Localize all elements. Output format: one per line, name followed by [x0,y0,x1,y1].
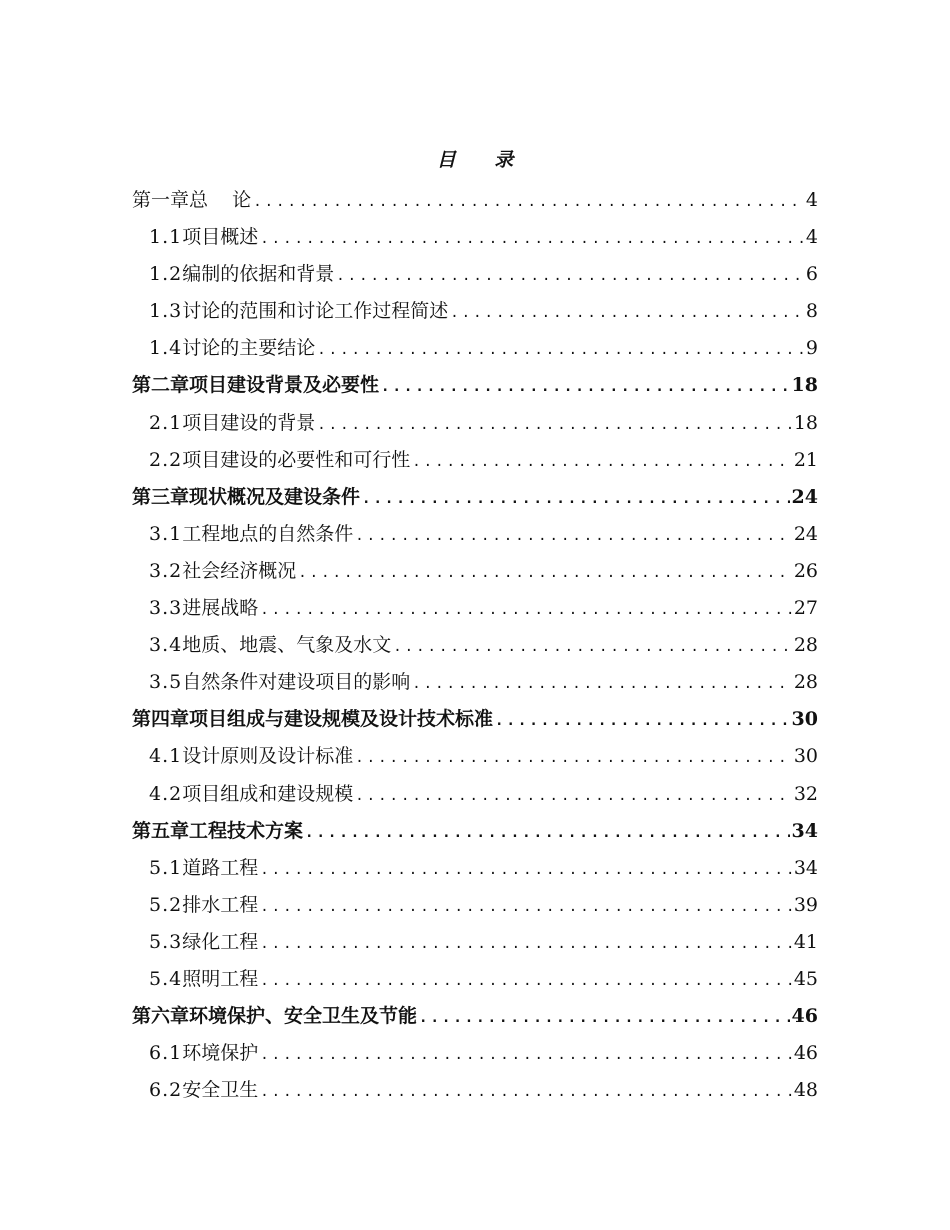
toc-leader-dots [362,481,790,518]
toc-entry-title: 设计原则及设计标准 [182,745,354,768]
toc-leader-dots [260,926,792,963]
toc-leader-dots [317,407,792,444]
toc-entry-number: 第四章 [132,708,190,731]
toc-entry-page-number: 21 [793,448,818,471]
toc-entry-page-number: 32 [793,782,818,805]
toc-section-entry[interactable] [132,219,818,256]
toc-entry-number: 1.2 [149,263,183,286]
toc-chapter-entry[interactable] [132,367,818,404]
toc-entry-number: 6.1 [149,1042,183,1065]
toc-entry-page-number: 18 [791,374,818,397]
toc-entry-title: 项目建设背景及必要性 [189,374,380,397]
toc-entry-page-number: 9 [805,337,818,360]
toc-entry-page-number: 41 [793,930,818,953]
toc-leader-dots [260,852,792,889]
toc-entry-title: 自然条件对建设项目的影响 [182,671,411,694]
toc-entry-number: 6.2 [149,1079,183,1102]
toc-chapter-entry[interactable] [132,813,818,850]
toc-entry-number: 4.1 [149,745,183,768]
toc-leader-dots [495,703,790,740]
toc-leader-dots [450,295,804,332]
toc-chapter-entry[interactable] [132,998,818,1035]
toc-leader-dots [412,666,792,703]
toc-leader-dots [412,444,792,481]
toc-entry-page-number: 46 [791,1005,818,1028]
toc-entry-page-number: 4 [805,189,818,211]
toc-section-entry[interactable] [132,405,818,442]
table-of-contents [132,182,818,1109]
toc-entry-number: 4.2 [149,782,183,805]
toc-title: 目 录 [436,149,530,171]
toc-entry-title: 项目概述 [182,226,259,249]
toc-section-entry[interactable] [132,516,818,553]
toc-entry-number: 3.4 [149,634,183,657]
toc-leader-dots [355,778,792,815]
toc-entry-page-number: 24 [791,485,818,508]
toc-entry-title: 项目组成与建设规模及设计技术标准 [189,708,494,731]
toc-entry-number: 3.5 [149,671,183,694]
toc-entry-title: 排水工程 [182,893,259,916]
toc-leader-dots [260,963,792,1000]
toc-section-entry[interactable] [132,256,818,293]
toc-leader-dots [260,1037,792,1074]
toc-entry-page-number: 6 [805,263,818,286]
toc-entry-page-number: 34 [791,819,818,842]
toc-section-entry[interactable] [132,887,818,924]
toc-leader-dots [260,889,792,926]
toc-entry-title: 环境保护 [182,1042,259,1065]
toc-entry-page-number: 34 [793,856,818,879]
toc-section-entry[interactable] [132,776,818,813]
toc-entry-number: 第五章 [132,819,190,842]
toc-section-entry[interactable] [132,330,818,367]
toc-entry-page-number: 48 [793,1079,818,1102]
toc-entry-number: 1.4 [149,337,183,360]
toc-entry-number: 5.4 [149,967,183,990]
toc-entry-number: 第一章 [132,189,190,211]
toc-entry-title: 工程技术方案 [189,819,304,842]
toc-entry-title: 照明工程 [182,967,259,990]
toc-section-entry[interactable] [132,1072,818,1109]
toc-entry-number: 3.1 [149,522,183,545]
toc-entry-page-number: 27 [793,597,818,620]
toc-entry-page-number: 30 [791,708,818,731]
toc-entry-title: 社会经济概况 [182,559,297,582]
toc-entry-number: 2.2 [149,448,183,471]
toc-entry-title: 项目组成和建设规模 [182,782,354,805]
toc-section-entry[interactable] [132,664,818,701]
toc-leader-dots [305,815,790,852]
toc-section-entry[interactable] [132,1035,818,1072]
toc-entry-title: 进展战略 [182,597,259,620]
toc-leader-dots [419,1000,790,1037]
toc-entry-title: 项目建设的背景 [182,411,316,434]
toc-entry-title: 项目建设的必要性和可行性 [182,448,411,471]
toc-leader-dots [260,221,804,258]
toc-entry-page-number: 30 [793,745,818,768]
toc-leader-dots [253,184,804,221]
toc-leader-dots [393,629,792,666]
toc-chapter-entry[interactable] [132,479,818,516]
toc-entry-title: 编制的依据和背景 [182,263,335,286]
toc-entry-page-number: 8 [805,300,818,323]
toc-entry-page-number: 24 [793,522,818,545]
toc-leader-dots [260,1074,792,1111]
toc-entry-number: 5.1 [149,856,183,879]
toc-leader-dots [298,555,792,592]
toc-section-entry[interactable] [132,850,818,887]
toc-entry-number: 第六章 [132,1005,190,1028]
toc-entry-number: 1.3 [149,300,183,323]
toc-entry-title: 地质、地震、气象及水文 [182,634,392,657]
toc-section-entry[interactable] [132,738,818,775]
toc-leader-dots [317,332,804,369]
toc-section-entry[interactable] [132,293,818,330]
toc-entry-title: 环境保护、安全卫生及节能 [189,1005,418,1028]
toc-entry-page-number: 28 [793,671,818,694]
toc-section-entry[interactable] [132,553,818,590]
toc-leader-dots [355,518,792,555]
toc-entry-number: 2.1 [149,411,183,434]
toc-entry-page-number: 45 [793,967,818,990]
toc-entry-title: 绿化工程 [182,930,259,953]
toc-entry-page-number: 46 [793,1042,818,1065]
toc-entry-page-number: 4 [805,226,818,249]
toc-entry-title: 道路工程 [182,856,259,879]
toc-entry-number: 第二章 [132,374,190,397]
toc-entry-title: 讨论的范围和讨论工作过程简述 [182,300,449,323]
toc-leader-dots [381,369,790,406]
toc-section-entry[interactable] [132,627,818,664]
toc-section-entry[interactable] [132,924,818,961]
toc-entry-page-number: 39 [793,893,818,916]
toc-section-entry[interactable] [132,590,818,627]
toc-entry-number: 5.3 [149,930,183,953]
toc-entry-title: 现状概况及建设条件 [189,485,361,508]
toc-entry-title: 讨论的主要结论 [182,337,316,360]
toc-leader-dots [336,258,804,295]
toc-chapter-entry[interactable] [132,182,818,219]
toc-entry-number: 3.2 [149,559,183,582]
toc-entry-number: 第三章 [132,485,190,508]
toc-entry-page-number: 28 [793,634,818,657]
toc-entry-number: 5.2 [149,893,183,916]
toc-entry-page-number: 26 [793,559,818,582]
toc-section-entry[interactable] [132,442,818,479]
toc-entry-title: 工程地点的自然条件 [182,522,354,545]
toc-leader-dots [355,740,792,777]
toc-leader-dots [260,592,792,629]
toc-entry-page-number: 18 [793,411,818,434]
toc-entry-title: 总 论 [189,189,252,211]
toc-entry-number: 3.3 [149,597,183,620]
toc-entry-number: 1.1 [149,226,183,249]
toc-chapter-entry[interactable] [132,701,818,738]
toc-section-entry[interactable] [132,961,818,998]
toc-entry-title: 安全卫生 [182,1079,259,1102]
